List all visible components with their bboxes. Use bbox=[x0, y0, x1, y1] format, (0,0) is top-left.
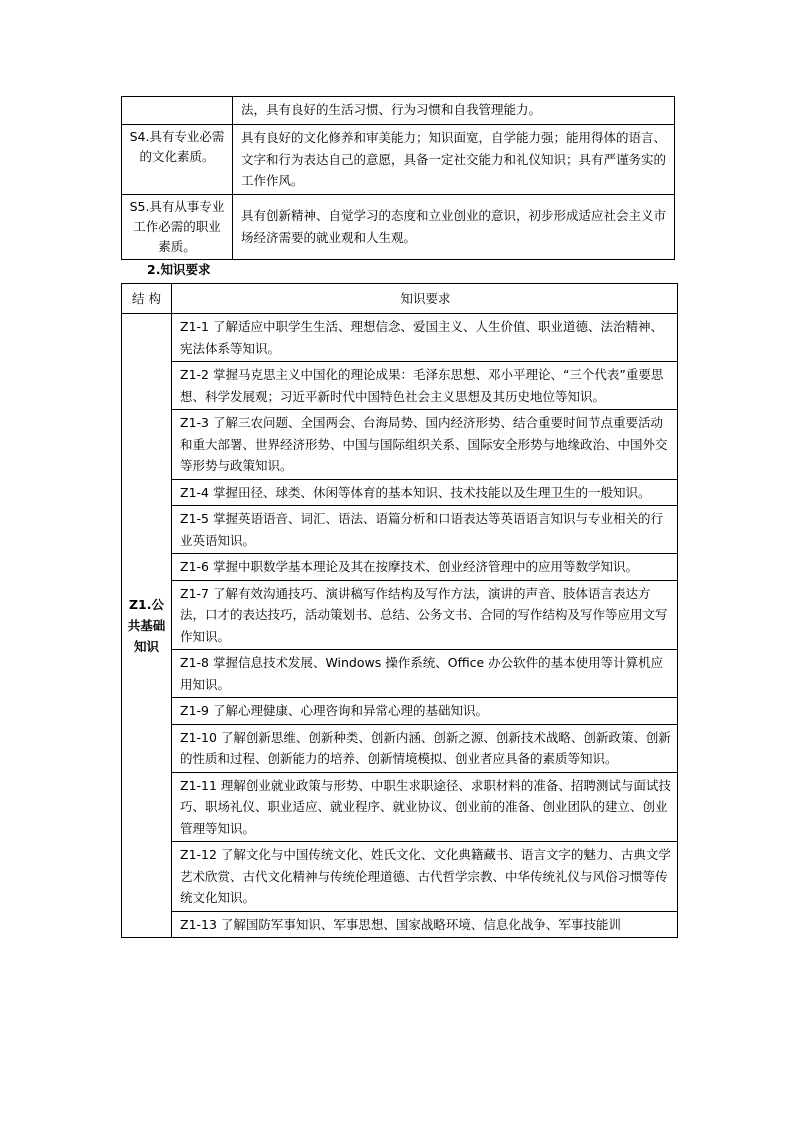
table-row bbox=[122, 724, 678, 772]
knowledge-item: Z1-6 掌握中职数学基本理论及其在按摩技术、创业经济管理中的应用等数学知识。 bbox=[172, 554, 678, 581]
knowledge-item: Z1-1 了解适应中职学生生活、理想信念、爱国主义、人生价值、职业道德、法治精神、宪法体系等知识。 bbox=[172, 314, 678, 362]
table-row bbox=[122, 314, 678, 362]
knowledge-item: Z1-10 了解创新思维、创新种类、创新内涵、创新之源、创新技术战略、创新政策、创新的性质和过程、创新能力的培养、创新情境模拟、创业者应具备的素质等知识。 bbox=[172, 724, 678, 772]
ability-content: 具有创新精神、自觉学习的态度和立业创业的意识，初步形成适应社会主义市场经济需要的就业观和人生观。 bbox=[233, 194, 675, 259]
table-row bbox=[122, 125, 675, 195]
knowledge-item: Z1-4 掌握田径、球类、休闲等体育的基本知识、技术技能以及生理卫生的一般知识。 bbox=[172, 479, 678, 506]
section-heading: 2.知识要求 bbox=[147, 262, 211, 277]
table-row bbox=[122, 911, 678, 938]
ability-table bbox=[121, 96, 675, 260]
ability-label bbox=[122, 97, 233, 125]
knowledge-item: Z1-8 掌握信息技术发展、Windows 操作系统、Office 办公软件的基本使用等计算机应用知识。 bbox=[172, 650, 678, 698]
table-row bbox=[122, 194, 675, 259]
knowledge-item: Z1-13 了解国防军事知识、军事思想、国家战略环境、信息化战争、军事技能训 bbox=[172, 911, 678, 938]
table-row bbox=[122, 554, 678, 581]
table-row bbox=[122, 479, 678, 506]
table-row bbox=[122, 580, 678, 650]
knowledge-table bbox=[121, 283, 678, 938]
ability-content: 法，具有良好的生活习惯、行为习惯和自我管理能力。 bbox=[233, 97, 675, 125]
knowledge-item: Z1-11 理解创业就业政策与形势、中职生求职途径、求职材料的准备、招聘测试与面试技巧、职场礼仪、职业适应、就业程序、就业协议、创业前的准备、创业团队的建立、创业管理等知识。 bbox=[172, 772, 678, 842]
knowledge-item: Z1-5 掌握英语语音、词汇、语法、语篇分析和口语表达等英语语言知识与专业相关的行业英语知识。 bbox=[172, 506, 678, 554]
knowledge-item: Z1-3 了解三农问题、全国两会、台海局势、国内经济形势、结合重要时间节点重要活动和重大部署、世界经济形势、中国与国际组织关系、国际安全形势与地缘政治、中国外交等形势与政策知识。 bbox=[172, 410, 678, 480]
ability-content: 具有良好的文化修养和审美能力；知识面宽，自学能力强；能用得体的语言、文字和行为表达自己的意愿，具备一定社交能力和礼仪知识；具有严谨务实的工作作风。 bbox=[233, 125, 675, 195]
table-row bbox=[122, 410, 678, 480]
ability-label: S5.具有从事专业工作必需的职业素质。 bbox=[122, 194, 233, 259]
knowledge-item: Z1-7 了解有效沟通技巧、演讲稿写作结构及写作方法，演讲的声音、肢体语言表达方法，口才的表达技巧，活动策划书、总结、公务文书、合同的写作结构及写作等应用文写作知识。 bbox=[172, 580, 678, 650]
ability-label: S4.具有专业必需的文化素质。 bbox=[122, 125, 233, 195]
knowledge-item: Z1-2 掌握马克思主义中国化的理论成果：毛泽东思想、邓小平理论、“三个代表”重要思想、科学发展观；习近平新时代中国特色社会主义思想及其历史地位等知识。 bbox=[172, 362, 678, 410]
table-row bbox=[122, 842, 678, 912]
table-header-row bbox=[122, 284, 678, 314]
table-row bbox=[122, 650, 678, 698]
group-label: Z1.公共基础知识 bbox=[122, 314, 172, 938]
knowledge-item: Z1-12 了解文化与中国传统文化、姓氏文化、文化典籍藏书、语言文字的魅力、古典文学艺术欣赏、古代文化精神与传统伦理道德、古代哲学宗教、中华传统礼仪与风俗习惯等传统文化知识。 bbox=[172, 842, 678, 912]
table-row bbox=[122, 772, 678, 842]
header-requirement: 知识要求 bbox=[172, 284, 678, 314]
table-row bbox=[122, 97, 675, 125]
knowledge-item: Z1-9 了解心理健康、心理咨询和异常心理的基础知识。 bbox=[172, 698, 678, 725]
table-row bbox=[122, 506, 678, 554]
table-row bbox=[122, 362, 678, 410]
header-structure: 结 构 bbox=[122, 284, 172, 314]
table-row bbox=[122, 698, 678, 725]
